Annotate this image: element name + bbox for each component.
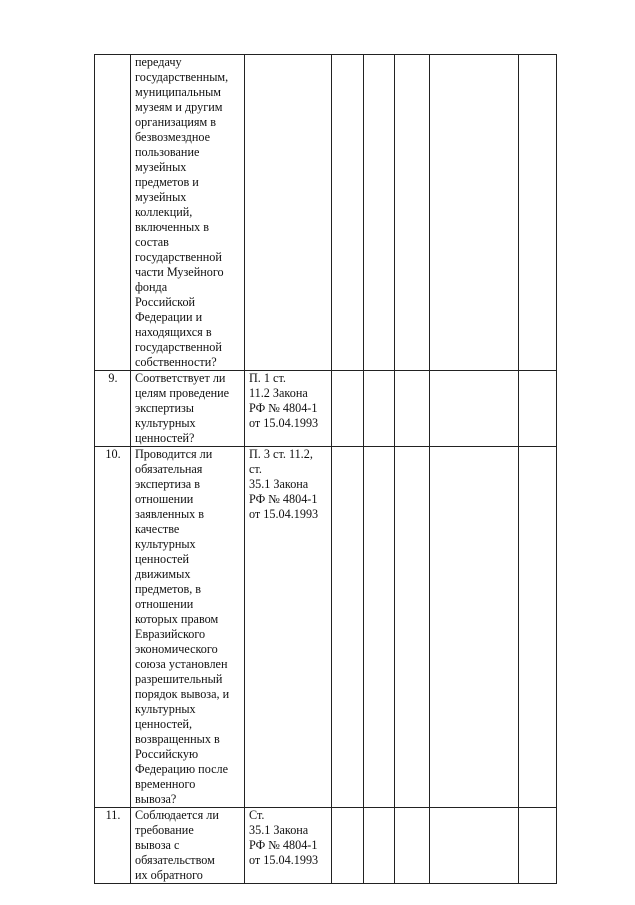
answer-cell (332, 447, 364, 808)
question-line: обязательная (135, 462, 203, 476)
answer-cell (519, 808, 557, 884)
question-line: временного (135, 777, 196, 791)
question-line: которых правом (135, 612, 219, 626)
question-line: Соблюдается ли (135, 808, 219, 822)
question-line: Федерацию после (135, 762, 229, 776)
reference-line: П. 1 ст. (249, 371, 286, 385)
answer-cell (519, 447, 557, 808)
answer-cell (395, 808, 430, 884)
legal-reference-cell (245, 447, 332, 808)
row-number-cell: 11. (95, 808, 131, 884)
table-row (95, 55, 557, 371)
answer-cell (395, 371, 430, 447)
answer-cell (430, 55, 519, 371)
question-line: их обратного (135, 868, 203, 882)
answer-cell (395, 55, 430, 371)
question-line: союза установлен (135, 657, 228, 671)
question-line: Российскую (135, 747, 199, 761)
question-line: фонда (135, 280, 168, 294)
question-line: отношении (135, 597, 194, 611)
question-line: обязательством (135, 853, 215, 867)
question-line: муниципальным (135, 85, 221, 99)
question-cell (131, 808, 245, 884)
reference-line: РФ № 4804-1 (249, 401, 318, 415)
answer-cell (332, 371, 364, 447)
question-line: экспертиза в (135, 477, 200, 491)
question-line: организациям в (135, 115, 217, 129)
question-line: целям проведение (135, 386, 230, 400)
reference-line: РФ № 4804-1 (249, 492, 318, 506)
question-cell (131, 371, 245, 447)
question-line: части Музейного (135, 265, 224, 279)
question-line: ценностей, (135, 717, 193, 731)
question-line: порядок вывоза, и (135, 687, 230, 701)
question-line: качестве (135, 522, 180, 536)
question-line: безвозмездное (135, 130, 211, 144)
question-line: движимых (135, 567, 191, 581)
question-line: ценностей (135, 552, 190, 566)
question-line: вывоза с (135, 838, 180, 852)
legal-reference-cell (245, 808, 332, 884)
question-line: включенных в (135, 220, 210, 234)
question-line: отношении (135, 492, 194, 506)
question-line: пользование (135, 145, 200, 159)
answer-cell (519, 55, 557, 371)
question-line: Российской (135, 295, 196, 309)
answer-cell (364, 371, 395, 447)
answer-cell (332, 808, 364, 884)
question-line: собственности? (135, 355, 217, 369)
question-line: Федерации и (135, 310, 203, 324)
question-line: коллекций, (135, 205, 193, 219)
table-row (95, 371, 557, 447)
question-line: Соответствует ли (135, 371, 226, 385)
answer-cell (519, 371, 557, 447)
question-line: культурных (135, 537, 196, 551)
table-row (95, 808, 557, 884)
reference-line: ст. (249, 462, 262, 476)
question-line: заявленных в (135, 507, 205, 521)
answer-cell (332, 55, 364, 371)
question-line: вывоза? (135, 792, 177, 806)
answer-cell (430, 808, 519, 884)
reference-line: от 15.04.1993 (249, 853, 319, 867)
row-number-cell (95, 55, 131, 371)
question-line: Евразийского (135, 627, 206, 641)
question-line: требование (135, 823, 194, 837)
checklist-table (94, 54, 557, 884)
legal-reference-cell (245, 371, 332, 447)
answer-cell (395, 447, 430, 808)
answer-cell (364, 808, 395, 884)
question-cell (131, 55, 245, 371)
reference-line: от 15.04.1993 (249, 507, 319, 521)
reference-line: от 15.04.1993 (249, 416, 319, 430)
question-line: предметов, в (135, 582, 202, 596)
row-number-cell: 10. (95, 447, 131, 808)
question-line: государственной (135, 340, 222, 354)
question-line: состав (135, 235, 169, 249)
question-line: передачу (135, 55, 182, 69)
reference-line: 11.2 Закона (249, 386, 308, 400)
reference-line: Ст. (249, 808, 265, 822)
question-line: музейных (135, 190, 187, 204)
reference-line: 35.1 Закона (249, 823, 309, 837)
legal-reference-cell (245, 55, 332, 371)
question-line: экспертизы (135, 401, 194, 415)
question-cell (131, 447, 245, 808)
question-line: ценностей? (135, 431, 195, 445)
question-line: предметов и (135, 175, 199, 189)
question-line: государственной (135, 250, 222, 264)
question-line: культурных (135, 416, 196, 430)
question-line: Проводится ли (135, 447, 213, 461)
answer-cell (430, 371, 519, 447)
question-line: государственным, (135, 70, 229, 84)
question-line: разрешительный (135, 672, 223, 686)
question-line: экономического (135, 642, 218, 656)
answer-cell (364, 55, 395, 371)
question-line: культурных (135, 702, 196, 716)
table-row (95, 447, 557, 808)
row-number-cell: 9. (95, 371, 131, 447)
question-line: музеям и другим (135, 100, 223, 114)
reference-line: П. 3 ст. 11.2, (249, 447, 313, 461)
answer-cell (364, 447, 395, 808)
question-line: музейных (135, 160, 187, 174)
question-line: возвращенных в (135, 732, 220, 746)
reference-line: РФ № 4804-1 (249, 838, 318, 852)
reference-line: 35.1 Закона (249, 477, 309, 491)
answer-cell (430, 447, 519, 808)
question-line: находящихся в (135, 325, 212, 339)
